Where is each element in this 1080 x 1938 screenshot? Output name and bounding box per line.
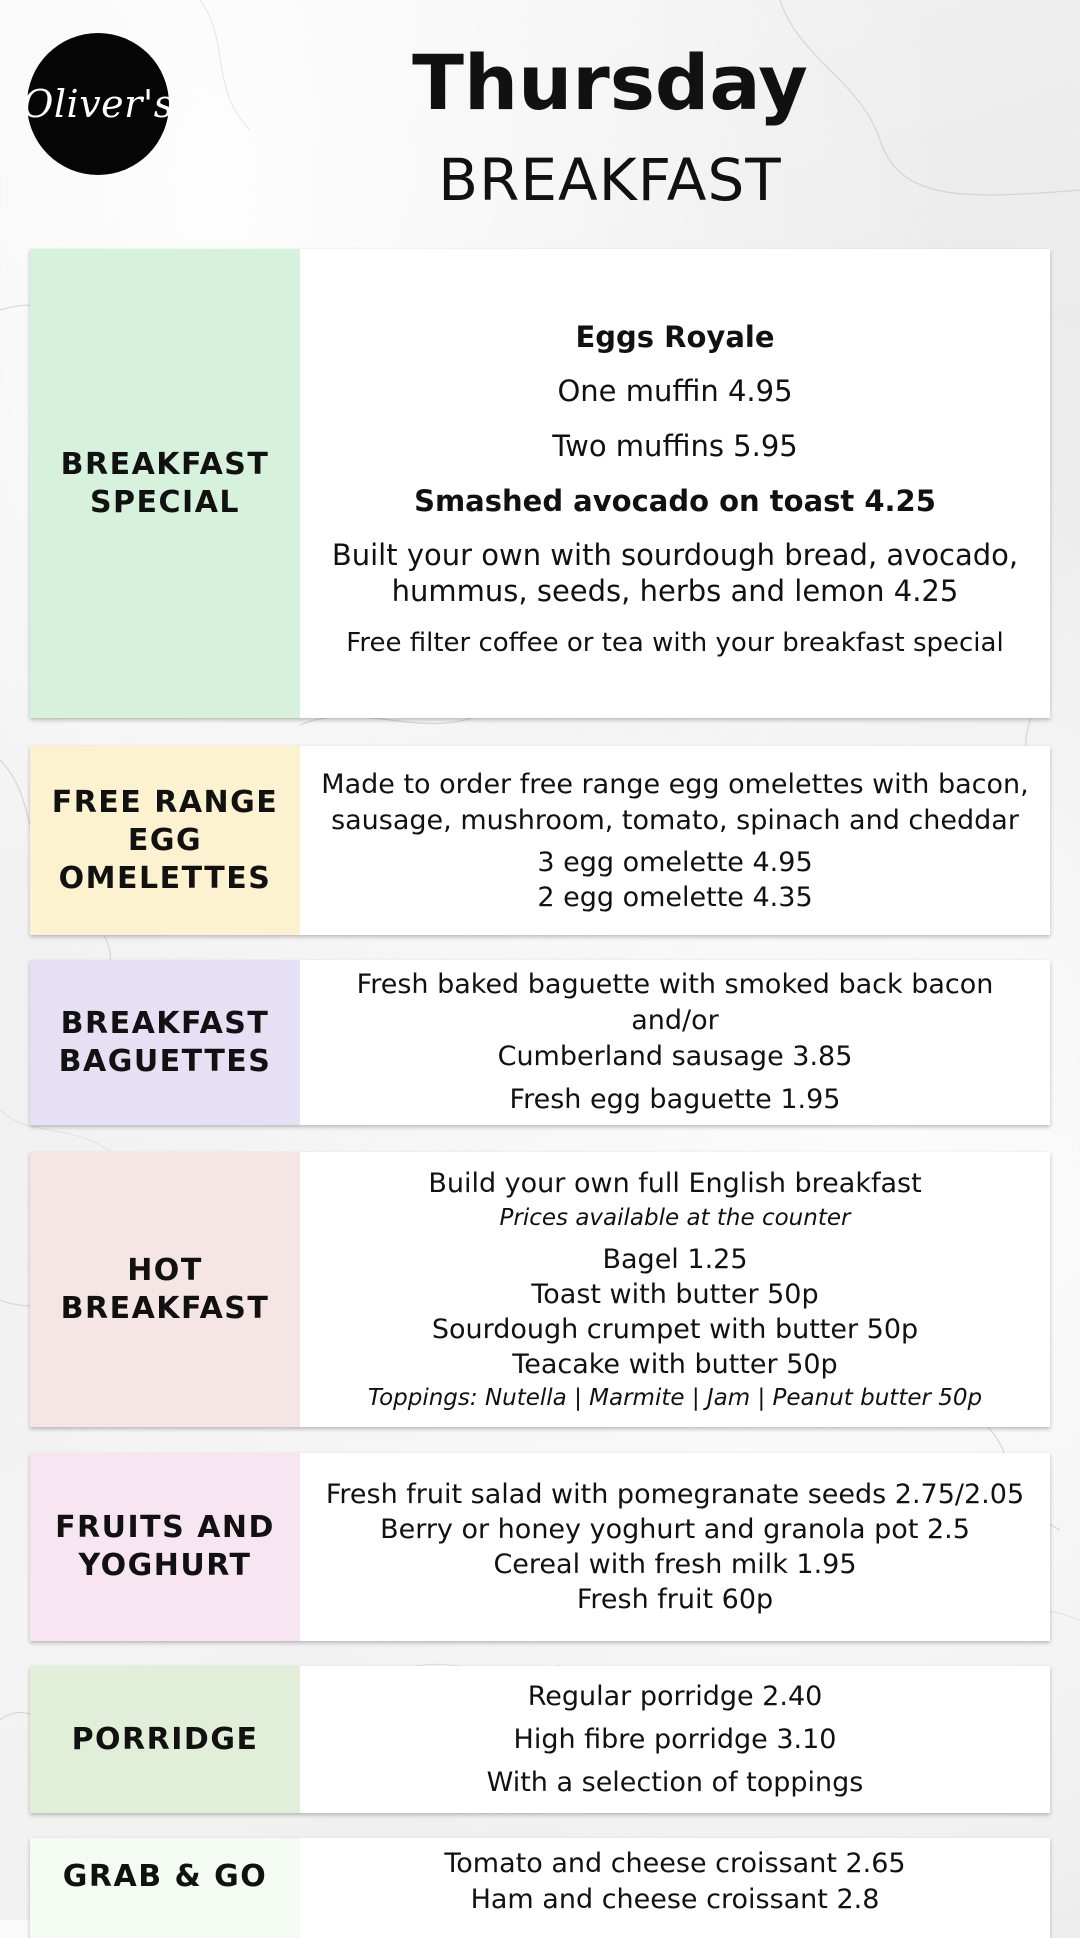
menu-item-build-your-own-cont: hummus, seeds, herbs and lemon 4.25 (391, 574, 959, 608)
menu-item-egg-baguette: Fresh egg baguette 1.95 (509, 1084, 841, 1115)
meal-title: BREAKFAST (438, 146, 782, 214)
menu-item-tomato-croissant: Tomato and cheese croissant 2.65 (444, 1848, 906, 1879)
menu-item-cereal: Cereal with fresh milk 1.95 (493, 1549, 857, 1580)
menu-item-bacon-baguette-cont: Cumberland sausage 3.85 (497, 1041, 853, 1072)
category-title-line: BREAKFAST (60, 1290, 270, 1326)
section-grab-go (30, 1838, 1050, 1938)
day-title: Thursday (412, 38, 808, 127)
section-content (300, 1666, 1050, 1813)
logo-text: Oliver's (22, 82, 174, 126)
section-content (300, 1453, 1050, 1641)
category-title-line: BAGUETTES (58, 1043, 272, 1079)
section-content (300, 1838, 1050, 1938)
category-title-line: PORRIDGE (71, 1721, 259, 1757)
menu-item-3-egg-omelette: 3 egg omelette 4.95 (537, 846, 813, 878)
category-title-line: HOT (127, 1252, 203, 1288)
category-baguettes (30, 960, 300, 1125)
menu-item-teacake: Teacake with butter 50p (512, 1348, 838, 1380)
menu-item-two-muffins: Two muffins 5.95 (552, 429, 798, 463)
menu-item-2-egg-omelette: 2 egg omelette 4.35 (537, 881, 813, 913)
category-title-line: FREE RANGE (51, 784, 279, 820)
menu-item-bacon-baguette: Fresh baked baguette with smoked back bacon and/or (356, 969, 994, 1036)
category-title-line: EGG (127, 822, 203, 858)
menu-note-prices: Prices available at the counter (499, 1204, 851, 1231)
section-hot-breakfast (30, 1152, 1050, 1427)
category-title-line: OMELETTES (58, 860, 272, 896)
menu-item-crumpet: Sourdough crumpet with butter 50p (431, 1313, 919, 1345)
section-content (300, 746, 1050, 935)
section-baguettes (30, 960, 1050, 1125)
category-title-line: FRUITS AND (55, 1510, 275, 1545)
menu-note-toppings: Toppings: Nutella | Marmite | Jam | Peanut butter 50p (367, 1384, 983, 1411)
menu-item-build-your-own: Built your own with sourdough bread, avocado, (331, 538, 1019, 572)
menu-item-fresh-fruit: Fresh fruit 60p (576, 1584, 774, 1615)
section-breakfast-special (30, 249, 1050, 718)
category-title-line: GRAB & GO (62, 1859, 268, 1894)
section-content (300, 249, 1050, 718)
menu-item-fruit-salad: Fresh fruit salad with pomegranate seeds 2.75/2.05 (325, 1479, 1025, 1510)
section-content (300, 1152, 1050, 1427)
category-hot-breakfast (30, 1152, 300, 1427)
olivers-logo (22, 33, 174, 175)
category-breakfast-special (30, 249, 300, 718)
menu-item-one-muffin: One muffin 4.95 (557, 374, 793, 408)
menu-item-full-english: Build your own full English breakfast (428, 1167, 922, 1199)
menu-item-regular-porridge: Regular porridge 2.40 (527, 1681, 823, 1712)
category-omelettes (30, 746, 300, 935)
section-content (300, 960, 1050, 1125)
section-porridge (30, 1666, 1050, 1813)
section-fruits-yoghurt (30, 1453, 1050, 1641)
menu-item-toast: Toast with butter 50p (531, 1278, 819, 1310)
category-fruits-yoghurt (30, 1453, 300, 1641)
menu-item-eggs-royale: Eggs Royale (575, 320, 775, 354)
menu-item-bagel: Bagel 1.25 (602, 1243, 748, 1275)
category-title-line: SPECIAL (89, 484, 241, 520)
category-title-line: BREAKFAST (60, 446, 270, 482)
category-grab-go (30, 1838, 300, 1938)
menu-note-free-coffee: Free filter coffee or tea with your breakfast special (346, 628, 1004, 658)
menu-item-yoghurt-pot: Berry or honey yoghurt and granola pot 2.5 (380, 1514, 970, 1545)
category-title-line: YOGHURT (78, 1548, 252, 1583)
section-omelettes (30, 746, 1050, 935)
category-title-line: BREAKFAST (60, 1005, 270, 1041)
menu-item-smashed-avocado: Smashed avocado on toast 4.25 (414, 484, 936, 518)
menu-item-high-fibre-porridge: High fibre porridge 3.10 (513, 1724, 837, 1755)
category-porridge (30, 1666, 300, 1813)
menu-item-omelette-description-cont: sausage, mushroom, tomato, spinach and cheddar (331, 804, 1019, 836)
menu-note-porridge-toppings: With a selection of toppings (486, 1767, 864, 1798)
menu-item-ham-croissant: Ham and cheese croissant 2.8 (470, 1884, 880, 1915)
menu-item-omelette-description: Made to order free range egg omelettes with bacon, (321, 768, 1029, 800)
